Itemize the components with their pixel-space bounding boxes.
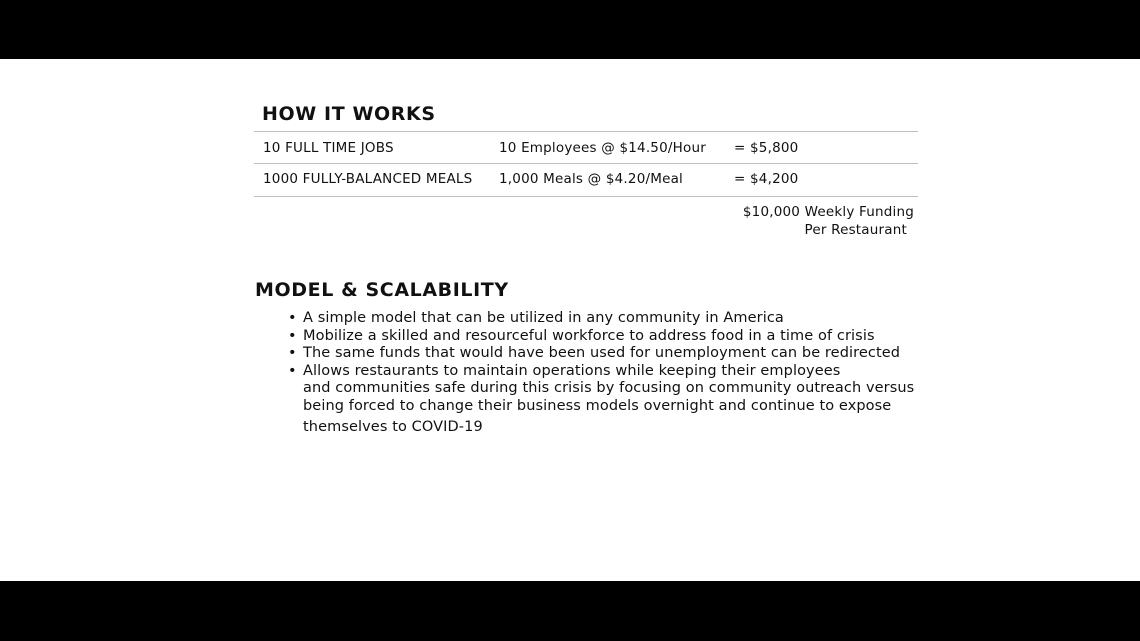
bullet-text: themselves to COVID-19 [303,418,483,435]
bullet-text: being forced to change their business models overnight and continue to expose [303,397,892,414]
list-item [288,363,928,436]
table-rule-middle [254,163,918,164]
list-item [288,328,928,346]
how-it-works-heading: HOW IT WORKS [262,103,436,125]
row-calculation: 10 Employees @ $14.50/Hour [499,140,706,156]
row-total: = $5,800 [734,140,799,156]
bullet-text: and communities safe during this crisis by focusing on community outreach versus [303,380,915,397]
bullet-text: Mobilize a skilled and resourceful workforce to address food in a time of crisis [303,327,875,344]
bullet-text: A simple model that can be utilized in any community in America [303,310,784,326]
bullet-text: Allows restaurants to maintain operations while keeping their employees [303,362,841,379]
letterbox-bottom [0,581,1140,641]
letterbox-top [0,0,1140,59]
bullet-icon: • [288,310,297,326]
list-item [288,310,928,328]
table-rule-top [254,131,918,132]
bullet-icon: • [288,345,297,362]
bullet-icon: • [288,327,297,344]
funding-line: Per Restaurant [804,222,907,238]
bullet-text: The same funds that would have been used for unemployment can be redirected [303,345,901,362]
row-label: 1000 FULLY-BALANCED MEALS [263,171,473,187]
table-rule-bottom [254,196,918,197]
list-item [288,345,928,363]
row-total: = $4,200 [734,171,799,187]
funding-line: $10,000 Weekly Funding [742,204,914,220]
model-scalability-heading: MODEL & SCALABILITY [255,279,509,301]
weekly-funding-total [700,203,914,239]
bullet-icon: • [288,362,297,379]
row-label: 10 FULL TIME JOBS [263,140,394,156]
row-calculation: 1,000 Meals @ $4.20/Meal [499,171,684,187]
bullet-list [288,310,928,436]
slide [0,59,1140,581]
